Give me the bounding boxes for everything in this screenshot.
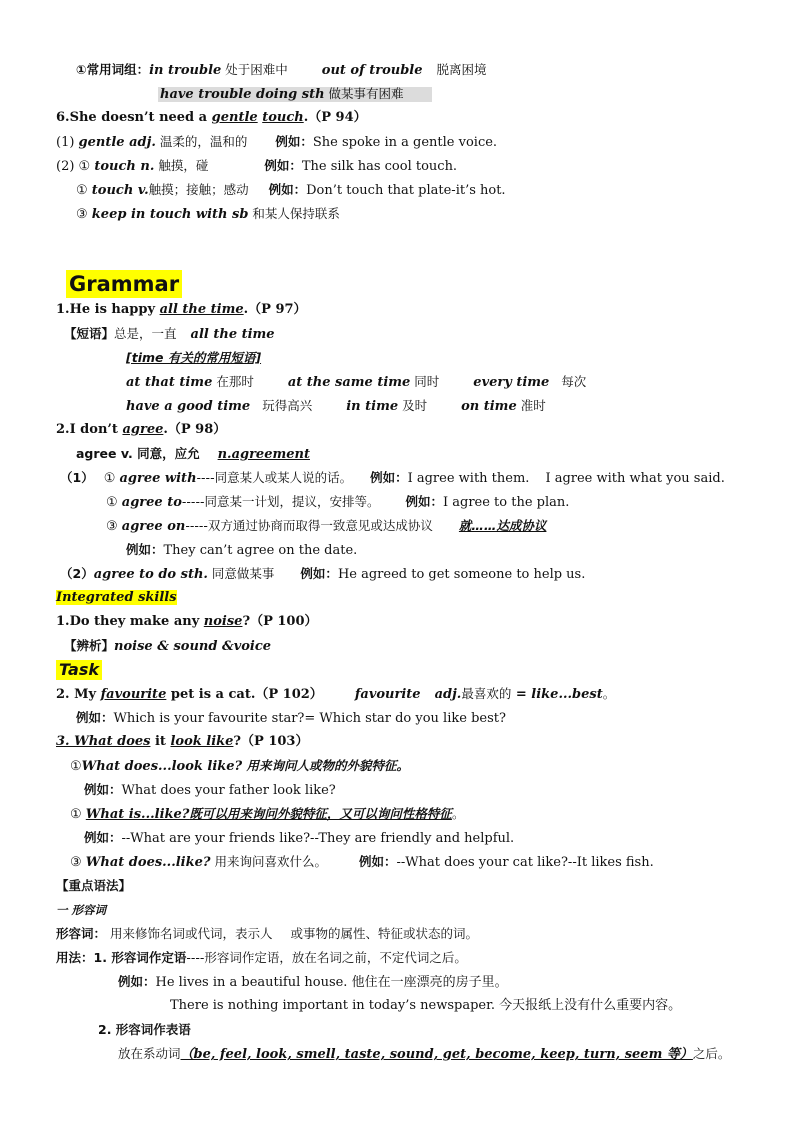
meaning: 用来询问人或物的外貌特征。	[242, 758, 410, 773]
time-phrases-row-1	[126, 374, 586, 391]
label-phrase: 【短语】	[64, 326, 115, 341]
adjective-heading: 一 形容词	[56, 903, 107, 917]
predicative-rule	[118, 1046, 730, 1063]
meaning: ----形容词作定语，放在名词之前，不定代词之后。	[186, 950, 467, 965]
task-sentence-2	[56, 686, 615, 703]
sentence-text: 2. My	[56, 687, 101, 702]
example-text: I agree to the plan.	[442, 495, 570, 510]
what-is-like-usage	[70, 806, 464, 823]
phrase-in-time: in time	[346, 399, 399, 414]
meaning: 及时	[398, 398, 428, 413]
label-distinguish: 【辨析】	[64, 638, 115, 653]
phrase-agree-with: agree with	[119, 471, 197, 486]
item-number: ③	[76, 207, 92, 222]
item-number: ①	[106, 495, 122, 510]
look-like: look like	[170, 734, 234, 749]
section-title-integrated-skills: Integrated skills	[56, 590, 177, 605]
label-adjective: 形容词：	[56, 926, 107, 941]
what-does: 3. What does	[56, 734, 151, 749]
example-label: 例如：	[275, 134, 313, 149]
page-ref-100: ?（P 100）	[242, 614, 318, 629]
example-label: 例如：	[118, 974, 156, 989]
phrase-line-have-trouble	[158, 86, 432, 103]
page-ref-103: ?（P 103）	[233, 734, 309, 749]
word-gentle: gentle	[211, 110, 258, 125]
sentence-text: 1.Do they make any	[56, 614, 204, 629]
reach-agreement-on: 就……达成协议	[458, 518, 547, 533]
word-agree: agree	[122, 422, 164, 437]
example-label: 例如：	[84, 830, 122, 845]
attributive-example-1	[118, 974, 508, 991]
linking-verbs: （be, feel, look, smell, taste, sound, get, become, keep, turn, seem 等）	[180, 1047, 693, 1062]
favourite-example	[76, 710, 506, 727]
meaning: 同意做某事	[207, 566, 275, 581]
pos-gentle-adj: gentle adj.	[78, 135, 156, 150]
meaning: 用来修饰名词或代词，表示人	[106, 926, 273, 941]
example-label: 例如：	[300, 566, 338, 581]
phrase-what-does-like: What does...like?	[85, 855, 211, 870]
agree-with-line	[60, 470, 725, 487]
meaning: 放在系动词	[118, 1046, 181, 1061]
item-number: ①	[103, 471, 120, 486]
item-number: （2）	[60, 566, 94, 581]
sentence-text: 1.He is happy	[56, 302, 160, 317]
example-text: They can’t agree on the date.	[163, 543, 358, 558]
pos-adj: adj.	[434, 687, 462, 702]
usage-predicative: 2. 形容词作表语	[98, 1022, 191, 1037]
page-ref-98: .（P 98）	[163, 422, 227, 437]
section-title-grammar: Grammar	[66, 270, 182, 298]
item-number: ③	[70, 855, 86, 870]
key-grammar-heading	[56, 878, 131, 895]
adjective-usage-1	[56, 950, 467, 967]
example-text: What does your father look like?	[121, 783, 336, 798]
example-text: She spoke in a gentle voice.	[312, 135, 498, 150]
meaning: 准时	[516, 398, 546, 413]
agree-to-line	[106, 494, 569, 511]
integrated-skills-heading	[56, 590, 177, 606]
phrase-on-time: on time	[461, 399, 517, 414]
item-number: ③	[106, 519, 122, 534]
task-sentence-3	[56, 734, 308, 750]
phrase-what-is-like: What is...like?	[85, 807, 190, 822]
word-touch: touch	[262, 110, 304, 125]
example-label: 例如：	[84, 782, 122, 797]
meaning: 最喜欢的	[461, 686, 512, 701]
meaning-touch-v: 触摸；接触；感动	[148, 182, 249, 197]
meaning-all-the-time: 总是，一直	[114, 326, 177, 341]
agree-to-do-line	[60, 566, 585, 583]
page-ref-97: .（P 97）	[243, 302, 307, 317]
meaning-out-of-trouble: 脱离困境	[436, 62, 487, 77]
adjective-usage-2	[98, 1022, 191, 1039]
time-phrases-row-2	[126, 398, 546, 415]
phrase-have-a-good-time: have a good time	[126, 399, 251, 414]
phrase-what-does-look-like: What does...look like?	[81, 759, 243, 774]
punctuation: 。	[451, 806, 465, 821]
label-common-phrases: ①常用词组：	[76, 62, 150, 77]
meaning-keep-in-touch: 和某人保持联系	[248, 206, 340, 221]
item-number: (2) ①	[56, 159, 95, 174]
look-like-example	[84, 782, 336, 799]
meaning-have-trouble: 做某事有困难	[324, 86, 404, 101]
adjective-definition	[56, 926, 478, 943]
pos-touch-v: touch v.	[91, 183, 149, 198]
meaning-gentle: 温柔的，温和的	[155, 134, 248, 149]
touch-noun-definition	[56, 158, 457, 175]
meaning: 既可以用来询问外貌特征，又可以询问性格特征	[189, 806, 452, 821]
usage-attributive: 1. 形容词作定语	[93, 950, 187, 965]
grammar-sentence-1	[56, 302, 307, 318]
meaning: 每次	[561, 374, 587, 389]
example-text: --What are your friends like?--They are friendly and helpful.	[121, 831, 515, 846]
meaning: -----双方通过协商而取得一致意见或达成协议	[185, 518, 433, 533]
what-is-like-example	[84, 830, 514, 847]
example-label: 例如：	[268, 182, 307, 197]
example-text: Which is your favourite star?= Which star do you like best?	[113, 711, 506, 726]
phrase-agree-on: agree on	[121, 519, 186, 534]
example-text: --What does your cat like?--It likes fish.	[396, 855, 654, 870]
touch-verb-definition	[76, 182, 506, 199]
gentle-definition	[56, 134, 497, 151]
highlighted-phrase	[158, 87, 432, 102]
phrase-keep-in-touch: keep in touch with sb	[91, 207, 249, 222]
sentence-6-text: 6.She doesn’t need a	[56, 110, 212, 125]
word-noise: noise	[203, 614, 243, 629]
example-text: He lives in a beautiful house. 他住在一座漂亮的房子里。	[155, 975, 508, 990]
page-ref-102: pet is a cat.（P 102）	[166, 687, 323, 702]
example-text: There is nothing important in today’s newspaper. 今天报纸上没有什么重要内容。	[170, 998, 682, 1013]
time-phrases-heading	[126, 350, 261, 367]
phrase-line-trouble	[76, 62, 487, 79]
example-label: 例如：	[370, 470, 408, 485]
example-label: 例如：	[126, 542, 164, 557]
example-label: 例如：	[76, 710, 114, 725]
page-ref-94: .（P 94）	[303, 110, 367, 125]
example-text: I agree with what you said.	[545, 471, 725, 486]
meaning: 之后。	[692, 1046, 731, 1061]
phrase-agree-to-do: agree to do sth.	[93, 567, 208, 582]
adjective-section-heading	[56, 902, 106, 919]
phrase-at-the-same-time: at the same time	[287, 375, 411, 390]
word-favourite-2: favourite	[354, 687, 421, 702]
phrase-have-trouble: have trouble doing sth	[160, 87, 325, 102]
sentence-6-heading	[56, 110, 367, 126]
example-label: 例如：	[264, 158, 302, 173]
punctuation: 。	[602, 686, 616, 701]
pos-touch-n: touch n.	[94, 159, 155, 174]
meaning: -----同意某一计划，提议，安排等。	[181, 494, 380, 509]
what-does-like-usage	[70, 854, 654, 871]
example-text: I agree with them.	[407, 471, 530, 486]
like-best: = like...best	[511, 687, 603, 702]
phrase-all-the-time: all the time	[159, 302, 244, 317]
label-usage: 用法：	[56, 950, 94, 965]
phrase-in-trouble: in trouble	[149, 63, 222, 78]
item-number: （1）	[60, 470, 94, 485]
meaning: ----同意某人或某人说的话。	[196, 470, 353, 485]
agree-pos-meaning: agree v. 同意，应允	[76, 446, 200, 461]
meaning: 用来询问喜欢什么。	[210, 854, 327, 869]
item-number: ①	[70, 759, 82, 774]
phrase-out-of-trouble: out of trouble	[321, 63, 423, 78]
meaning-in-trouble: 处于困难中	[221, 62, 288, 77]
agreement-noun: n.agreement	[217, 447, 310, 462]
phrase-at-that-time: at that time	[126, 375, 213, 390]
meaning: 在那时	[212, 374, 254, 389]
time-phrases-title: [time 有关的常用短语]	[126, 350, 262, 365]
grammar-sentence-2	[56, 422, 226, 438]
phrase-note-line	[64, 326, 275, 343]
phrase-all-the-time-2: all the time	[190, 327, 275, 342]
keep-in-touch-line	[76, 206, 340, 223]
agree-on-line	[106, 518, 546, 535]
phrase-agree-to: agree to	[121, 495, 182, 510]
label-key-grammar: 【重点语法】	[56, 878, 132, 893]
noise-sound-voice: noise & sound &voice	[114, 639, 272, 654]
item-number: ①	[70, 807, 86, 822]
meaning-touch-n: 触摸，碰	[154, 158, 209, 173]
distinguish-line	[64, 638, 271, 655]
example-text: He agreed to get someone to help us.	[337, 567, 586, 582]
agree-on-example	[126, 542, 357, 559]
sentence-text: 2.I don’t	[56, 422, 123, 437]
meaning: 或事物的属性、特征或状态的词。	[290, 926, 479, 941]
phrase-every-time: every time	[473, 375, 550, 390]
meaning: 玩得高兴	[262, 398, 313, 413]
example-text: The silk has cool touch.	[301, 159, 458, 174]
example-label: 例如：	[359, 854, 397, 869]
item-number: ①	[76, 183, 92, 198]
attributive-example-2	[170, 998, 681, 1014]
meaning: 同时	[410, 374, 440, 389]
word-favourite: favourite	[100, 687, 167, 702]
item-number: (1)	[56, 135, 79, 150]
example-text: Don’t touch that plate-it’s hot.	[306, 183, 506, 198]
section-title-task: Task	[56, 660, 102, 680]
agree-definition	[76, 446, 310, 463]
integrated-sentence-1	[56, 614, 318, 630]
sentence-text: it	[150, 734, 171, 749]
look-like-usage	[70, 758, 409, 775]
example-label: 例如：	[405, 494, 443, 509]
